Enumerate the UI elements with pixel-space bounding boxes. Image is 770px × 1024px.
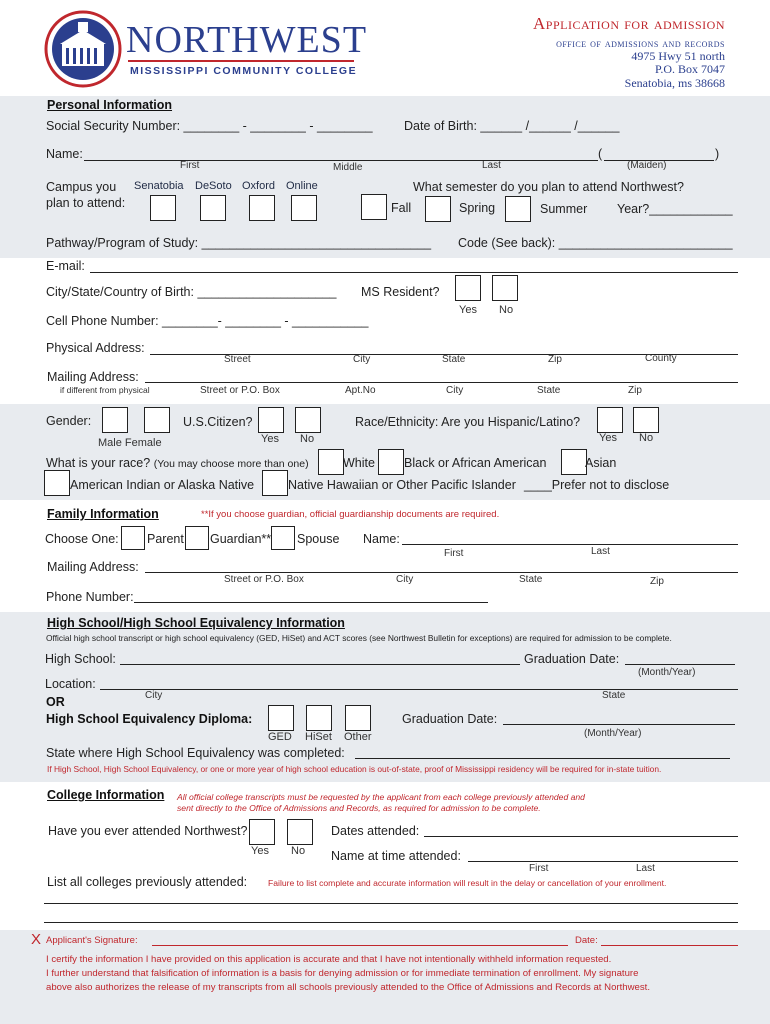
signature-label: Applicant's Signature:	[46, 935, 138, 946]
family-name-label: Name:	[363, 532, 400, 546]
birth-field[interactable]: City/State/Country of Birth: ____________________	[46, 285, 337, 299]
maiden-label: (Maiden)	[627, 160, 667, 171]
race-prefer-not-option[interactable]: ____Prefer not to disclose	[524, 478, 670, 492]
address-line-2: P.O. Box 7047	[654, 62, 725, 76]
guardian-checkbox[interactable]	[185, 526, 209, 550]
college-seal-logo	[44, 10, 122, 88]
personal-info-heading: Personal Information	[47, 98, 173, 112]
attended-question: Have you ever attended Northwest?	[48, 824, 248, 838]
out-of-state-note: If High School, High School Equivalency, or one or more year of high school education is out-of-state, proof of Mississippi residency will be required for in-state tuition.	[47, 764, 662, 774]
physical-county-label: County	[645, 353, 677, 364]
race-black-label: Black or African American	[404, 456, 547, 470]
mailing-city-label: City	[446, 385, 464, 396]
race-amind-checkbox[interactable]	[44, 470, 70, 496]
campus-option-online: Online	[286, 180, 318, 192]
last-label: Last	[482, 160, 501, 171]
mailing-apt-label: Apt.No	[345, 385, 376, 396]
email-line[interactable]	[90, 272, 738, 273]
gender-female-checkbox[interactable]	[144, 407, 170, 433]
family-mailing-line[interactable]	[145, 572, 738, 573]
ms-resident-yes-checkbox[interactable]	[455, 275, 481, 301]
other-checkbox[interactable]	[345, 705, 371, 731]
office-name: office of admissions and records	[556, 36, 725, 50]
gender-options-label: Male Female	[98, 437, 162, 449]
citizen-yes-label: Yes	[261, 433, 279, 445]
campus-online-checkbox[interactable]	[291, 195, 317, 221]
physical-zip-label: Zip	[548, 354, 562, 365]
maiden-close-paren: )	[715, 147, 720, 161]
college-transcript-note-1: All official college transcripts must be requested by the applicant from each college previously attended and	[177, 792, 585, 802]
location-city-label: City	[145, 690, 163, 701]
hispanic-yes-label: Yes	[599, 432, 617, 444]
list-colleges-label: List all colleges previously attended:	[47, 875, 248, 889]
signature-date-label: Date:	[575, 935, 598, 946]
dob-field[interactable]: Date of Birth: ______ /______ /______	[404, 119, 620, 133]
mailing-address-line[interactable]	[145, 382, 738, 383]
race-asian-checkbox[interactable]	[561, 449, 587, 475]
hiset-label: HiSet	[305, 731, 332, 743]
attended-no-label: No	[291, 845, 306, 857]
physical-state-label: State	[442, 354, 466, 365]
location-label: Location:	[45, 677, 96, 691]
or-label: OR	[46, 695, 65, 709]
family-mailing-label: Mailing Address:	[47, 560, 139, 574]
family-phone-line[interactable]	[134, 602, 488, 603]
equiv-graduation-date-label: Graduation Date:	[402, 712, 498, 726]
failure-note: Failure to list complete and accurate information will result in the delay or cancellation of your enrollment.	[268, 878, 667, 888]
ssn-field[interactable]: Social Security Number: ________ - ________ - ________	[46, 119, 373, 133]
if-different-note: if different from physical	[60, 385, 150, 395]
highschool-heading: High School/High School Equivalency Information	[47, 616, 345, 630]
signature-date-line[interactable]	[601, 945, 738, 946]
dates-attended-line[interactable]	[424, 836, 738, 837]
family-street-label: Street or P.O. Box	[224, 574, 304, 585]
email-label: E-mail:	[46, 259, 85, 273]
race-hawaiian-label: Native Hawaiian or Other Pacific Islander	[288, 478, 516, 492]
mailing-zip-label: Zip	[628, 385, 642, 396]
name-at-time-line[interactable]	[468, 861, 738, 862]
attended-yes-checkbox[interactable]	[249, 819, 275, 845]
other-label: Other	[344, 731, 372, 743]
spouse-label: Spouse	[297, 532, 340, 546]
parent-checkbox[interactable]	[121, 526, 145, 550]
attended-yes-label: Yes	[251, 845, 269, 857]
campus-desoto-checkbox[interactable]	[200, 195, 226, 221]
hispanic-no-checkbox[interactable]	[633, 407, 659, 433]
family-info-heading: Family Information	[47, 507, 159, 521]
colleges-line-1[interactable]	[44, 903, 738, 904]
citizen-yes-checkbox[interactable]	[258, 407, 284, 433]
college-name: NORTHWEST	[126, 19, 368, 61]
hiset-checkbox[interactable]	[306, 705, 332, 731]
college-info-heading: College Information	[47, 788, 165, 802]
race-amind-label: American Indian or Alaska Native	[70, 478, 255, 492]
fall-label: Fall	[391, 201, 412, 215]
maiden-open-paren: (	[598, 147, 603, 161]
mailing-address-label: Mailing Address:	[47, 370, 139, 384]
campus-option-oxford: Oxford	[242, 180, 276, 192]
race-black-checkbox[interactable]	[378, 449, 404, 475]
highschool-line[interactable]	[120, 664, 520, 665]
fall-checkbox[interactable]	[361, 194, 387, 220]
cell-phone-field[interactable]: Cell Phone Number: ________- ________ - ___________	[46, 314, 369, 328]
college-subname: MISSISSIPPI COMMUNITY COLLEGE	[130, 65, 358, 77]
guardian-label: Guardian**	[210, 532, 272, 546]
gender-male-checkbox[interactable]	[102, 407, 128, 433]
state-equivalency-label: State where High School Equivalency was completed:	[46, 746, 345, 760]
physical-address-label: Physical Address:	[46, 341, 145, 355]
ms-resident-no-label: No	[499, 304, 514, 316]
code-field[interactable]: Code (See back): _________________________	[458, 236, 733, 250]
equiv-month-year-label: (Month/Year)	[584, 728, 642, 739]
guardian-note: **If you choose guardian, official guardianship documents are required.	[201, 509, 500, 520]
equiv-graduation-date-line[interactable]	[503, 724, 735, 725]
equivalency-label: High School Equivalency Diploma:	[46, 712, 253, 726]
spouse-checkbox[interactable]	[271, 526, 295, 550]
location-state-label: State	[602, 690, 626, 701]
hispanic-no-label: No	[639, 432, 654, 444]
graduation-date-line[interactable]	[625, 664, 735, 665]
first-label: First	[180, 160, 200, 171]
family-name-line[interactable]	[402, 544, 738, 545]
name-at-time-label: Name at time attended:	[331, 849, 461, 863]
address-line-3: Senatobia, ms 38668	[624, 76, 725, 90]
name-label: Name:	[46, 147, 83, 161]
parent-label: Parent	[147, 532, 184, 546]
location-line[interactable]	[100, 689, 738, 690]
physical-city-label: City	[353, 354, 371, 365]
race-hawaiian-checkbox[interactable]	[262, 470, 288, 496]
mailing-street-label: Street or P.O. Box	[200, 385, 280, 396]
hispanic-question: Race/Ethnicity: Are you Hispanic/Latino?	[355, 415, 581, 429]
name-line[interactable]	[84, 160, 598, 161]
citizen-no-checkbox[interactable]	[295, 407, 321, 433]
citizen-label: U.S.Citizen?	[183, 415, 253, 429]
race-asian-label: Asian	[585, 456, 617, 470]
family-phone-label: Phone Number:	[46, 590, 134, 604]
mailing-state-label: State	[537, 385, 561, 396]
family-city-label: City	[396, 574, 414, 585]
colleges-line-2[interactable]	[44, 922, 738, 923]
ms-resident-yes-label: Yes	[459, 304, 477, 316]
form-title: Application for admission	[533, 14, 725, 33]
choose-one-label: Choose One:	[45, 532, 119, 546]
campus-option-desoto: DeSoto	[195, 180, 232, 192]
middle-label: Middle	[333, 162, 363, 173]
state-equivalency-line[interactable]	[355, 758, 730, 759]
summer-label: Summer	[540, 202, 588, 216]
logo-rule	[128, 60, 354, 62]
graduation-date-label: Graduation Date:	[524, 652, 620, 666]
certification-line-3: above also authorizes the release of my transcripts from all schools previously attended to the Office of Admissions and Records at Northwest.	[46, 982, 650, 993]
family-first-label: First	[444, 548, 464, 559]
physical-street-label: Street	[224, 354, 251, 365]
name-at-time-first-label: First	[529, 863, 549, 874]
name-at-time-last-label: Last	[636, 863, 655, 874]
address-line-1: 4975 Hwy 51 north	[631, 49, 725, 63]
ms-resident-label: MS Resident?	[361, 285, 440, 299]
highschool-label: High School:	[45, 652, 116, 666]
dates-attended-label: Dates attended:	[331, 824, 420, 838]
college-transcript-note-2: sent directly to the Office of Admissions and Records, as required for admission to be complete.	[177, 803, 541, 813]
pathway-field[interactable]: Pathway/Program of Study: _________________________________	[46, 236, 432, 250]
signature-x-mark: X	[31, 931, 42, 948]
ms-resident-no-checkbox[interactable]	[492, 275, 518, 301]
family-last-label: Last	[591, 546, 610, 557]
ged-checkbox[interactable]	[268, 705, 294, 731]
spring-checkbox[interactable]	[425, 196, 451, 222]
family-state-label: State	[519, 574, 543, 585]
campus-label-2: plan to attend:	[46, 196, 126, 210]
race-question: What is your race? (You may choose more than one)	[46, 456, 309, 470]
ged-label: GED	[268, 731, 292, 743]
year-field[interactable]: Year?____________	[617, 202, 733, 216]
certification-line-2: I further understand that falsification of information is a basis for denying admission or for immediate termination of enrollment. My signature	[46, 968, 639, 979]
campus-label-1: Campus you	[46, 180, 117, 194]
hispanic-yes-checkbox[interactable]	[597, 407, 623, 433]
graduation-month-year-label: (Month/Year)	[638, 667, 696, 678]
gender-label: Gender:	[46, 414, 92, 428]
campus-option-senatobia: Senatobia	[134, 180, 184, 192]
semester-question: What semester do you plan to attend Northwest?	[413, 180, 684, 194]
certification-line-1: I certify the information I have provided on this application is accurate and that I have not intentionally withheld information requested.	[46, 954, 612, 965]
campus-senatobia-checkbox[interactable]	[150, 195, 176, 221]
summer-checkbox[interactable]	[505, 196, 531, 222]
highschool-transcript-note: Official high school transcript or high school equivalency (GED, HiSet) and ACT scores (see Northwest Bulletin for exceptions) are required for admission to be complete.	[46, 633, 672, 643]
family-zip-label: Zip	[650, 576, 664, 587]
race-white-label: White	[343, 456, 375, 470]
citizen-no-label: No	[300, 433, 315, 445]
attended-no-checkbox[interactable]	[287, 819, 313, 845]
signature-line[interactable]	[152, 945, 568, 946]
campus-oxford-checkbox[interactable]	[249, 195, 275, 221]
race-white-checkbox[interactable]	[318, 449, 344, 475]
spring-label: Spring	[459, 201, 496, 215]
